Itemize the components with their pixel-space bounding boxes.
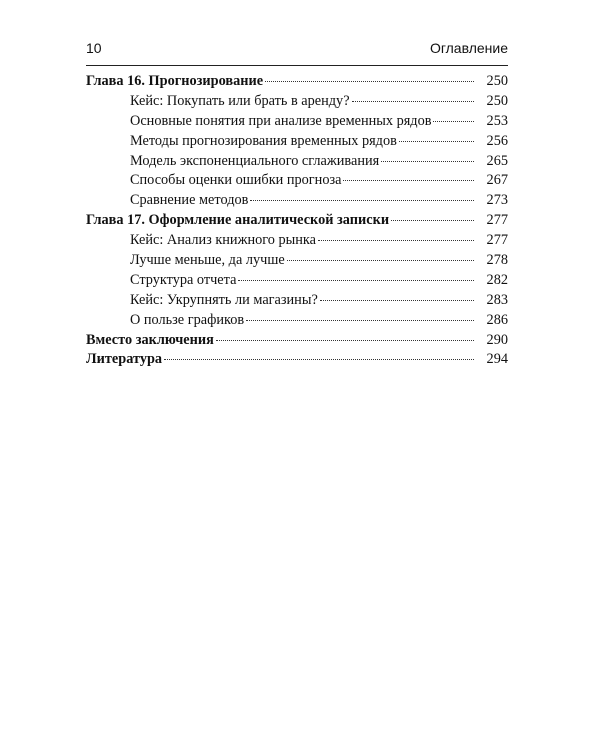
- toc-entry-title: Структура отчета: [130, 271, 237, 288]
- dot-leader: [343, 180, 474, 181]
- toc-section-entry[interactable]: [86, 271, 508, 291]
- toc-entry-title: Литература: [86, 351, 163, 368]
- toc-entry-page: 283: [486, 291, 508, 308]
- toc-entry-title: Кейс: Укрупнять ли магазины?: [130, 291, 318, 308]
- toc-chapter-entry[interactable]: [86, 72, 508, 92]
- header-rule: [86, 65, 508, 66]
- toc-entry-page: 278: [486, 252, 508, 269]
- toc-entry-title: Модель экспоненциального сглаживания: [130, 152, 380, 169]
- toc-entry-title: Глава 16. Прогнозирование: [86, 73, 264, 89]
- toc-entry-page: 273: [486, 192, 508, 209]
- toc-section-entry[interactable]: [86, 92, 508, 112]
- dot-leader: [318, 240, 474, 241]
- toc-entry-title: Основные понятия при анализе временных рядов: [130, 112, 432, 129]
- toc-entry-title: Вместо заключения: [86, 331, 214, 348]
- toc-section-entry[interactable]: [86, 191, 508, 211]
- toc-entry-page: 253: [486, 112, 508, 129]
- toc-chapter-entry[interactable]: [86, 331, 508, 351]
- toc-section-entry[interactable]: [86, 311, 508, 331]
- dot-leader: [320, 300, 474, 301]
- toc-entry-page: 294: [486, 351, 508, 368]
- toc-section-entry[interactable]: [86, 112, 508, 132]
- toc-section-entry[interactable]: [86, 152, 508, 172]
- toc-section-entry[interactable]: [86, 231, 508, 251]
- page-number: 10: [86, 40, 102, 56]
- dot-leader: [265, 81, 474, 82]
- toc-entry-page: 256: [486, 132, 508, 149]
- toc-entry-title: Глава 17. Оформление аналитической записки: [86, 212, 390, 229]
- dot-leader: [164, 359, 474, 360]
- toc-entry-page: 250: [486, 92, 508, 109]
- dot-leader: [391, 220, 474, 221]
- dot-leader: [246, 320, 474, 321]
- dot-leader: [216, 340, 474, 341]
- toc-entry-page: 286: [486, 311, 508, 328]
- toc-entry-title: Лучше меньше, да лучше: [130, 252, 285, 269]
- dot-leader: [433, 121, 474, 122]
- toc-section-entry[interactable]: [86, 251, 508, 271]
- dot-leader: [287, 260, 474, 261]
- toc-entry-title: Методы прогнозирования временных рядов: [130, 132, 397, 149]
- toc-entry-title: Способы оценки ошибки прогноза: [130, 172, 342, 189]
- toc-chapter-entry[interactable]: [86, 350, 508, 370]
- dot-leader: [399, 141, 474, 142]
- toc-entry-title: Кейс: Анализ книжного рынка: [130, 232, 316, 249]
- toc-entry-page: 277: [486, 212, 508, 229]
- dot-leader: [381, 161, 474, 162]
- toc-entry-page: 282: [486, 271, 508, 288]
- toc-chapter-entry[interactable]: [86, 211, 508, 231]
- running-title: Оглавление: [429, 40, 508, 56]
- table-of-contents: [86, 72, 508, 370]
- running-header: [86, 40, 508, 58]
- toc-entry-page: 265: [486, 152, 508, 169]
- toc-section-entry[interactable]: [86, 171, 508, 191]
- toc-entry-title: О пользе графиков: [130, 311, 245, 328]
- dot-leader: [352, 101, 474, 102]
- toc-entry-title: Сравнение методов: [130, 192, 249, 209]
- dot-leader: [238, 280, 474, 281]
- toc-entry-page: 267: [486, 172, 508, 189]
- toc-section-entry[interactable]: [86, 132, 508, 152]
- toc-section-entry[interactable]: [86, 291, 508, 311]
- dot-leader: [250, 200, 474, 201]
- toc-entry-page: 290: [486, 331, 508, 348]
- toc-entry-page: 277: [486, 232, 508, 249]
- toc-entry-title: Кейс: Покупать или брать в аренду?: [130, 92, 350, 109]
- toc-entry-page: 250: [486, 73, 508, 89]
